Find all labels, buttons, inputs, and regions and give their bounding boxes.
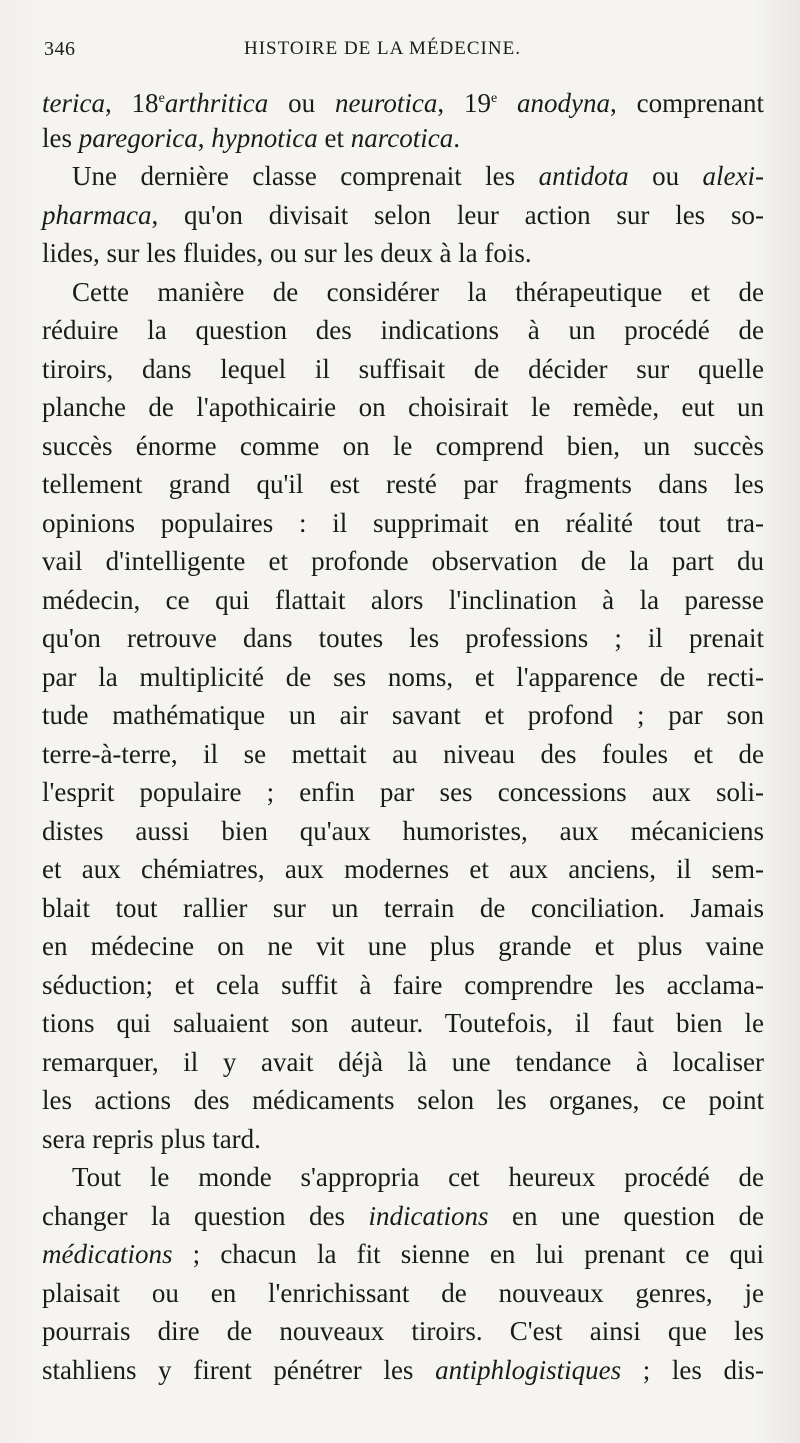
text-line: médications ; chacun la fit sienne en lui prenant ce qui [42,1239,764,1269]
text-line: planche de l'apothicairie on choisirait le remède, eut un [42,392,764,422]
text-line: réduire la question des indications à un procédé de [42,315,764,345]
text-line: qu'on retrouve dans toutes les professions ; il prenait [42,623,764,653]
text-line: terica, 18earthritica ou neurotica, 19e anodyna, comprenant [42,88,765,118]
text-line: en médecine on ne vit une plus grande et plus vaine [42,931,764,961]
text-line: plaisait ou en l'enrichissant de nouveaux genres, je [42,1277,764,1308]
text-line: Une dernière classe comprenait les antidota ou alexi- [72,161,765,191]
text-line: Tout le monde s'appropria cet heureux procédé de [72,1162,764,1192]
text-line: par la multiplicité de ses noms, et l'apparence de recti- [42,661,764,692]
text-line: tions qui saluaient son auteur. Toutefois, il faut bien le [42,1008,764,1038]
text-line: sera repris plus tard. [42,1123,261,1154]
text-line: changer la question des indications en une question de [42,1200,764,1231]
text-line: tellement grand qu'il est resté par fragments dans les [42,469,764,499]
text-line: tiroirs, dans lequel il suffisait de décider sur quelle [42,353,764,384]
text-line: les actions des médicaments selon les organes, ce point [42,1085,764,1115]
text-line: opinions populaires : il supprimait en réalité tout tra- [42,507,764,538]
text-line: Cette manière de considérer la thérapeutique et de [72,276,764,307]
text-line: distes aussi bien qu'aux humoristes, aux mécaniciens [42,815,764,846]
text-line: lides, sur les fluides, ou sur les deux à la fois. [42,238,532,268]
text-line: remarquer, il y avait déjà là une tendance à localiser [42,1046,764,1077]
text-line: blait tout rallier sur un terrain de conciliation. Jamais [42,892,764,923]
text-line: pourrais dire de nouveaux tiroirs. C'est ainsi que les [42,1316,764,1346]
page-header [44,34,758,66]
text-line: médecin, ce qui flattait alors l'inclination à la paresse [42,584,764,615]
text-line: l'esprit populaire ; enfin par ses concessions aux soli- [42,777,764,807]
text-line: tude mathématique un air savant et profond ; par son [42,700,764,730]
text-line: succès énorme comme on le comprend bien, un succès [42,430,764,461]
text-line: vail d'intelligente et profonde observation de la part du [42,546,764,576]
text-line: pharmaca, qu'on divisait selon leur action sur les so- [42,199,764,230]
text-line: stahliens y firent pénétrer les antiphlogistiques ; les dis- [42,1354,764,1385]
page-number: 346 [44,38,76,60]
text-line: et aux chémiatres, aux modernes et aux anciens, il sem- [42,854,764,884]
body-text [42,80,764,1389]
running-title: HISTOIRE DE LA MÉDECINE. [244,38,521,59]
text-line: les paregorica, hypnotica et narcotica. [42,122,460,153]
text-line: terre-à-terre, il se mettait au niveau des foules et de [42,738,764,769]
text-line: séduction; et cela suffit à faire comprendre les acclama- [42,969,764,1000]
